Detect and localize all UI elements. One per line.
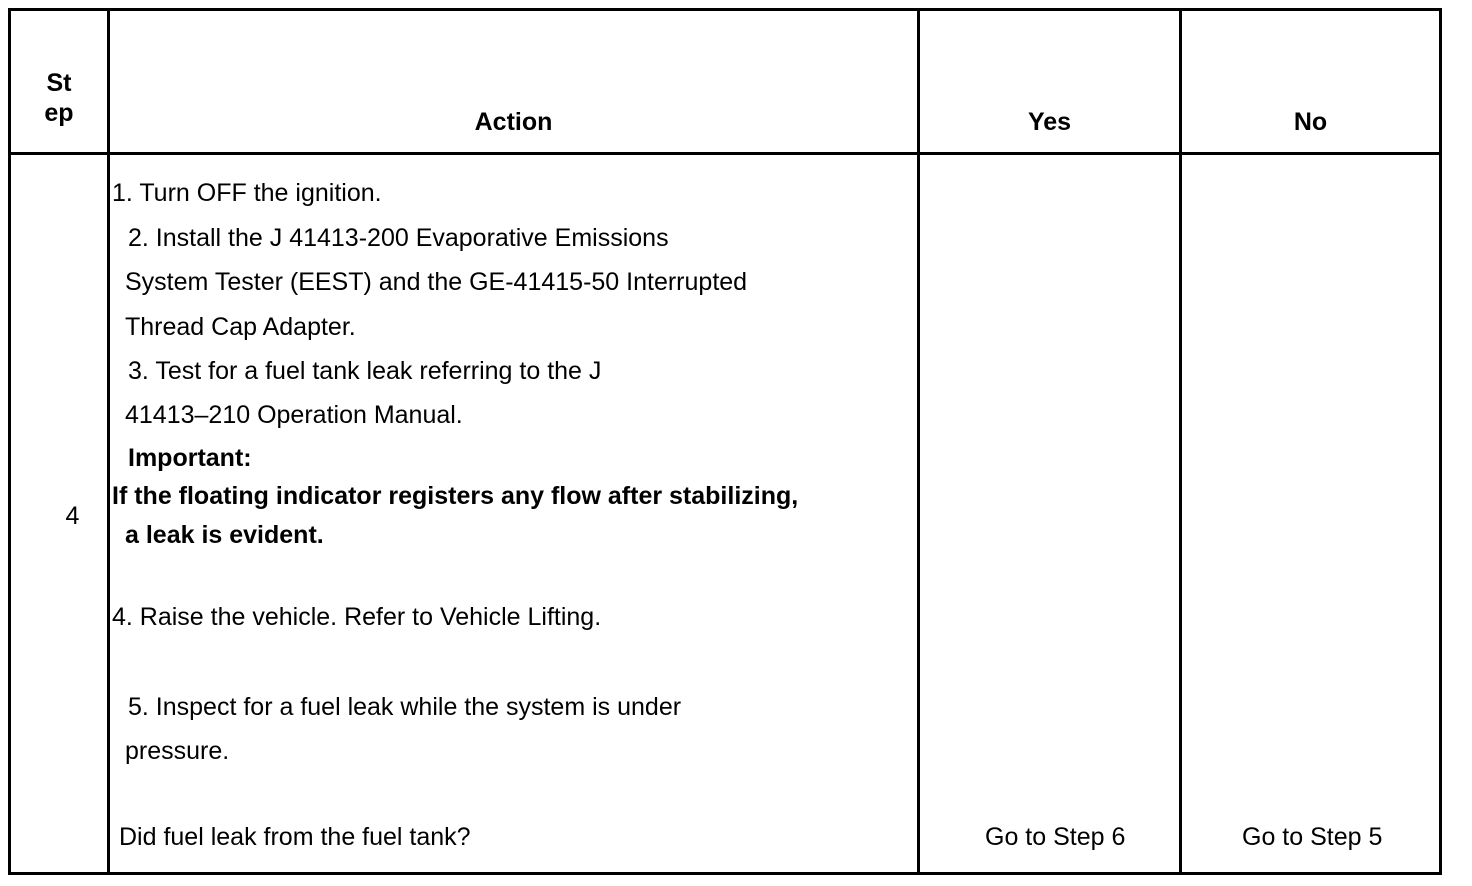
column-divider: [107, 8, 110, 875]
header-divider: [8, 152, 1442, 155]
action-line: 4. Raise the vehicle. Refer to Vehicle Lifting.: [112, 603, 602, 631]
important-label: Important:: [128, 444, 252, 472]
header-yes: Yes: [1027, 108, 1072, 136]
action-line: 41413–210 Operation Manual.: [125, 401, 463, 429]
column-divider: [917, 8, 920, 875]
action-line: 3. Test for a fuel tank leak referring to the J: [128, 357, 602, 385]
step-number: 4: [65, 502, 80, 530]
header-action: Action: [474, 108, 553, 136]
action-line: System Tester (EEST) and the GE-41415-50 Interrupted: [125, 268, 748, 296]
header-step-line1: St: [46, 69, 72, 97]
yes-result: Go to Step 6: [985, 823, 1126, 851]
important-text: If the floating indicator registers any flow after stabilizing,: [112, 482, 799, 510]
action-line: 1. Turn OFF the ignition.: [112, 179, 382, 207]
action-line: pressure.: [125, 737, 230, 765]
header-step-line2: ep: [44, 99, 74, 127]
header-step: [11, 68, 107, 128]
action-line: 5. Inspect for a fuel leak while the system is under: [128, 693, 682, 721]
no-result: Go to Step 5: [1242, 823, 1383, 851]
question-line: Did fuel leak from the fuel tank?: [119, 823, 471, 851]
header-no: No: [1293, 108, 1328, 136]
action-line: Thread Cap Adapter.: [125, 313, 356, 341]
action-line: 2. Install the J 41413-200 Evaporative Emissions: [128, 224, 669, 252]
column-divider: [1179, 8, 1182, 875]
important-text: a leak is evident.: [125, 521, 324, 549]
